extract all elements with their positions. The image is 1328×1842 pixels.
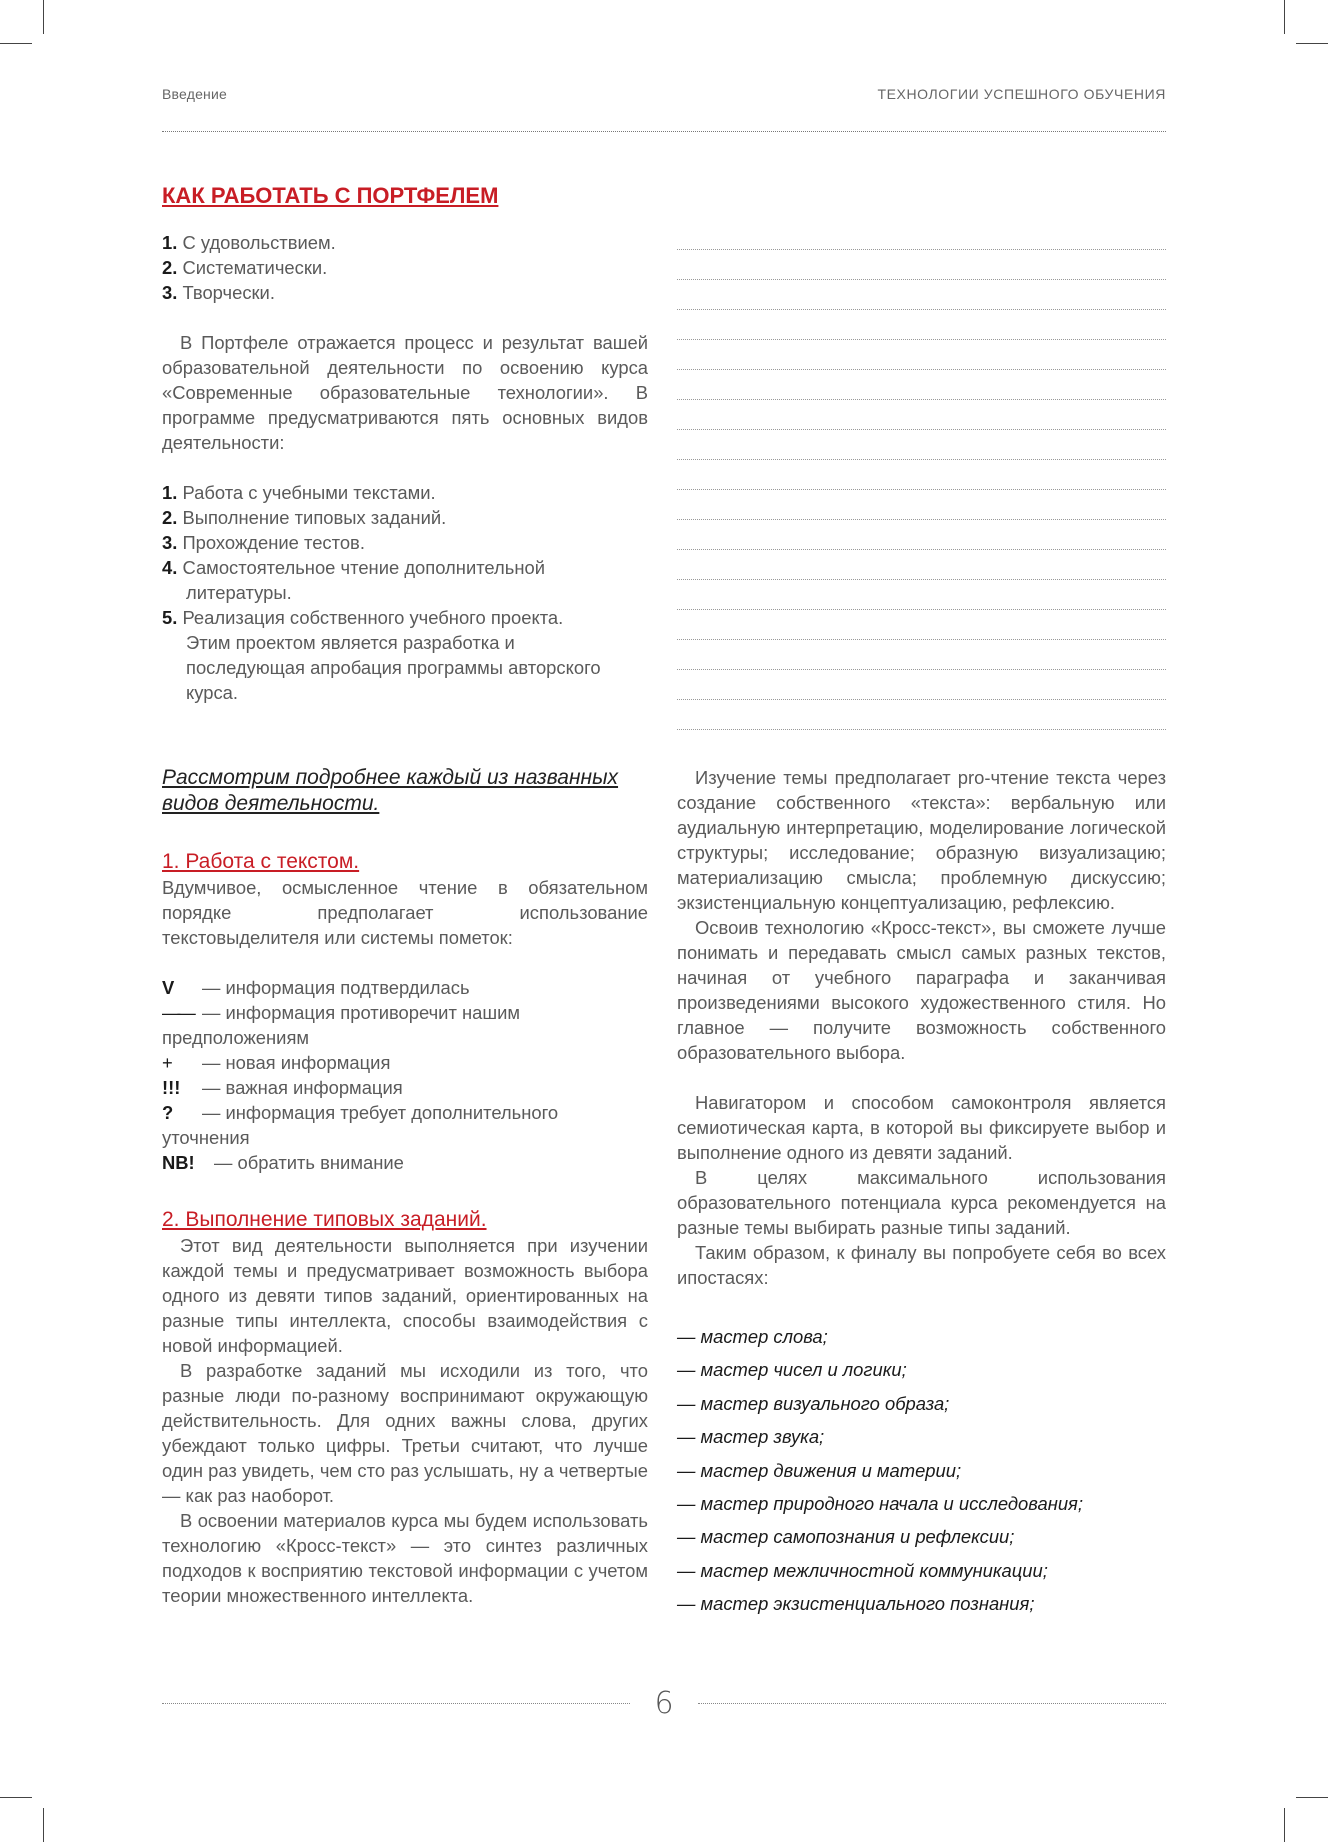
list-item: — мастер слова; (677, 1326, 828, 1347)
note-line (677, 250, 1166, 280)
note-line (677, 490, 1166, 520)
mark-symbol: NB! (162, 1152, 195, 1173)
footer-rule-right (698, 1703, 1166, 1704)
header-divider (162, 131, 1166, 132)
tasks-title: 2. Выполнение типовых заданий. (162, 1208, 487, 1231)
body-paragraph: Таким образом, к финалу вы попробуете себя во всех ипостасях: (677, 1242, 1166, 1288)
list-item: — мастер межличностной коммуникации; (677, 1559, 1048, 1581)
crop-mark-tl-h (0, 43, 32, 44)
list-item: — мастер самопознания и рефлексии; (677, 1526, 1015, 1548)
tasks-paragraph: Этот вид деятельности выполняется при изучении каждой темы и предусматривает возможность выбора одного из девяти типов заданий, ориентированных на разные типы интеллекта, способы взаимодействия с новой информацией. (162, 1235, 648, 1356)
mark-row: NB! — обратить внимание (162, 1152, 404, 1173)
list-item: 2. Систематически. (162, 257, 328, 278)
list-item: 3. Прохождение тестов. (162, 532, 365, 553)
note-line (677, 430, 1166, 460)
notes-area (677, 220, 1166, 730)
list-item: 3. Творчески. (162, 282, 275, 303)
note-line (677, 370, 1166, 400)
list-item: 2. Выполнение типовых заданий. (162, 507, 447, 528)
text-work-title: 1. Работа с текстом. (162, 850, 360, 873)
page-number: 6 (654, 1686, 674, 1721)
body-paragraph: Изучение темы предполагает pro-чтение текста через создание собственного «текста»: вербальную или аудиальную интерпретацию, моделирование логической структуры; исследование; образную визуализацию; материализацию смысла; проблемную дискуссию; экзистенциальную концептуализацию, рефлексию. (677, 767, 1166, 913)
list-item: — мастер звука; (677, 1426, 825, 1448)
list-item: 1. С удовольствием. (162, 232, 336, 253)
note-line (677, 550, 1166, 580)
tasks-paragraph: В освоении материалов курса мы будем использовать технологию «Кросс-текст» — это синтез различных подходов к восприятию текстовой информации с учетом теории множественного интеллекта. (162, 1510, 648, 1606)
crop-mark-bl-v (43, 1808, 44, 1842)
running-header-title: ТЕХНОЛОГИИ УСПЕШНОГО ОБУЧЕНИЯ (877, 86, 1166, 102)
mark-row: ? — информация требует дополнительного уточнения (162, 1102, 559, 1148)
details-section (162, 765, 648, 1608)
crop-mark-br-v (1284, 1808, 1285, 1842)
mark-row: !!! — важная информация (162, 1077, 403, 1098)
note-line (677, 580, 1166, 610)
mark-row: —— — информация противоречит нашим предположениям (162, 1002, 521, 1048)
note-line (677, 310, 1166, 340)
crop-mark-bl-h (0, 1797, 32, 1798)
note-line (677, 520, 1166, 550)
note-line (677, 460, 1166, 490)
note-line (677, 400, 1166, 430)
tasks-paragraph: В разработке заданий мы исходили из того, что разные люди по-разному воспринимают окружающую действительность. Для одних важны слова, других убеждают только цифры. Третьи считают, что лучше один раз увидеть, чем сто раз услышать, ну а четвертые — как раз наоборот. (162, 1360, 648, 1506)
body-paragraph: В целях максимального использования образовательного потенциала курса рекомендуется на разные темы выбирать разные типы заданий. (677, 1167, 1166, 1238)
crop-mark-tr-v (1284, 0, 1285, 34)
activities-list (162, 480, 648, 705)
mark-row: + — новая информация (162, 1052, 391, 1073)
right-column (677, 765, 1166, 1621)
list-item: 4. Самостоятельное чтение дополнительной литературы. (162, 557, 546, 603)
note-line (677, 280, 1166, 310)
list-item: — мастер визуального образа; (677, 1392, 950, 1414)
list-item: — мастер экзистенциального познания; (677, 1593, 1035, 1615)
mark-symbol: !!! (162, 1077, 181, 1098)
note-line (677, 340, 1166, 370)
list-item: 5. Реализация собственного учебного проекта. Этим проектом является разработка и последующая апробация программы авторского курса. (162, 607, 601, 703)
note-line (677, 220, 1166, 250)
details-heading: Рассмотрим подробнее каждый из названных видов деятельности. (162, 766, 619, 815)
running-header-section: Введение (162, 86, 227, 102)
note-line (677, 700, 1166, 730)
list-item: — мастер движения и материи; (677, 1459, 962, 1481)
portfolio-section (162, 183, 648, 705)
note-line (677, 670, 1166, 700)
mark-symbol: + (162, 1052, 173, 1073)
text-work-body: Вдумчивое, осмысленное чтение в обязательном порядке предполагает использование текстовыделителя или системы пометок: (162, 877, 648, 948)
body-paragraph: Освоив технологию «Кросс-текст», вы сможете лучше понимать и передавать смысл самых разных текстов, начиная от учебного параграфа и заканчивая произведениями высокого художественного стиля. Но главное — получите возможность собственного образовательного выбора. (677, 917, 1166, 1063)
principles-list (162, 230, 648, 305)
crop-mark-tl-v (43, 0, 44, 34)
note-line (677, 640, 1166, 670)
crop-mark-tr-h (1296, 43, 1328, 44)
crop-mark-br-h (1296, 1797, 1328, 1798)
portfolio-intro: В Портфеле отражается процесс и результат вашей образовательной деятельности по освоению курса «Современные образовательные технологии». В программе предусматриваются пять основных видов деятельности: (162, 332, 648, 453)
footer-rule-left (162, 1703, 630, 1704)
mark-row: V — информация подтвердилась (162, 977, 470, 998)
portfolio-title: КАК РАБОТАТЬ С ПОРТФЕЛЕМ (162, 183, 499, 208)
mark-symbol: V (162, 977, 175, 998)
body-paragraph: Навигатором и способом самоконтроля является семиотическая карта, в которой вы фиксируете выбор и выполнение одного из девяти заданий. (677, 1092, 1166, 1163)
mark-symbol: —— (162, 1002, 193, 1023)
list-item: — мастер природного начала и исследования; (677, 1493, 1083, 1515)
list-item: 1. Работа с учебными текстами. (162, 482, 436, 503)
note-line (677, 610, 1166, 640)
masters-list (677, 1320, 1166, 1621)
list-item: — мастер чисел и логики; (677, 1359, 907, 1381)
mark-symbol: ? (162, 1102, 174, 1123)
marks-legend (162, 975, 648, 1175)
